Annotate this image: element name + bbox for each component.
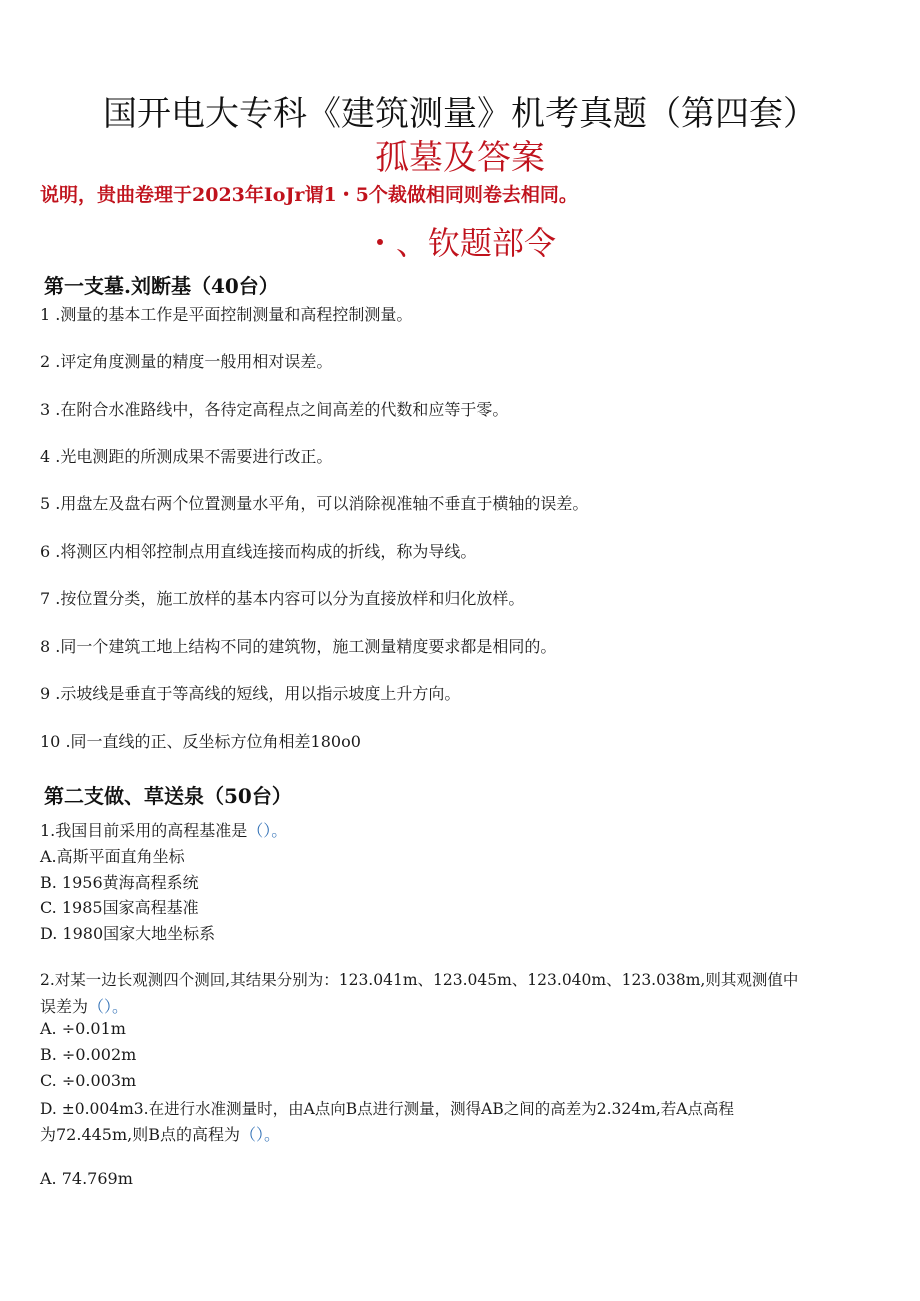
mc-question-2-end: 。 <box>112 997 129 1016</box>
mc-option-1a: A.高斯平面直角坐标 <box>40 847 185 866</box>
mc-option-2c: C. ÷0.003m <box>40 1071 137 1090</box>
mc-option-1b: B. 1956黄海高程系统 <box>40 873 199 892</box>
mc-question-3-end: 。 <box>264 1125 281 1144</box>
mc-option-2d-and-question-3: D. ±0.004m3.在进行水准测量时，由A点向B点进行测量，测得AB之间的高差为2.324m,若A点高程 <box>40 1100 734 1118</box>
tf-question-8: 8 .同一个建筑工地上结构不同的建筑物，施工测量精度要求都是相同的。 <box>40 637 557 656</box>
mc-option-2b: B. ÷0.002m <box>40 1045 137 1064</box>
mc-question-1 <box>40 818 287 841</box>
tf-question-1: 1 .测量的基本工作是平面控制测量和高程控制测量。 <box>40 305 413 324</box>
mc-question-1-stem: 1.我国目前采用的高程基准是 <box>40 821 248 840</box>
exam-note: 说明，贵曲卷理于2023年IoJr谓1・5个裁做相同则卷去相同。 <box>40 184 578 206</box>
tf-question-7: 7 .按位置分类，施工放样的基本内容可以分为直接放样和归化放样。 <box>40 589 525 608</box>
document-subtitle: 孤墓及答案 <box>375 138 545 178</box>
part1-heading: 第一支墓.刘断基（40台） <box>44 274 279 298</box>
answer-blank: （） <box>88 997 113 1016</box>
mc-question-2-line1: 2.对某一边长观测四个测回,其结果分别为：123.041m、123.045m、123.040m、123.038m,则其观测值中 <box>40 971 799 989</box>
section-title: ・、钦题部令 <box>363 224 556 262</box>
mc-question-3-stem: 为72.445m,则B点的高程为 <box>40 1125 241 1144</box>
answer-blank: （） <box>240 1125 265 1144</box>
mc-option-1d: D. 1980国家大地坐标系 <box>40 924 216 943</box>
mc-question-2-line2 <box>40 994 128 1017</box>
mc-option-2a: A. ÷0.01m <box>40 1019 126 1038</box>
tf-question-10: 10 .同一直线的正、反坐标方位角相差180o0 <box>40 732 361 751</box>
mc-option-3a: A. 74.769m <box>40 1169 133 1188</box>
tf-question-2: 2 .评定角度测量的精度一般用相对误差。 <box>40 352 333 371</box>
tf-question-6: 6 .将测区内相邻控制点用直线连接而构成的折线，称为导线。 <box>40 542 477 561</box>
tf-question-9: 9 .示坡线是垂直于等高线的短线，用以指示坡度上升方向。 <box>40 684 461 703</box>
tf-question-5: 5 .用盘左及盘右两个位置测量水平角，可以消除视准轴不垂直于横轴的误差。 <box>40 494 589 513</box>
part2-heading: 第二支做、草送泉（50台） <box>44 784 292 808</box>
tf-question-4: 4 .光电测距的所测成果不需要进行改正。 <box>40 447 333 466</box>
answer-blank: （） <box>247 821 272 840</box>
mc-question-1-end: 。 <box>271 821 288 840</box>
mc-question-2-stem: 误差为 <box>40 997 89 1016</box>
tf-question-3: 3 .在附合水准路线中，各待定高程点之间高差的代数和应等于零。 <box>40 400 509 419</box>
mc-option-1c: C. 1985国家高程基准 <box>40 898 199 917</box>
document-title: 国开电大专科《建筑测量》机考真题（第四套） <box>103 94 817 134</box>
mc-question-3-line2 <box>40 1122 280 1145</box>
